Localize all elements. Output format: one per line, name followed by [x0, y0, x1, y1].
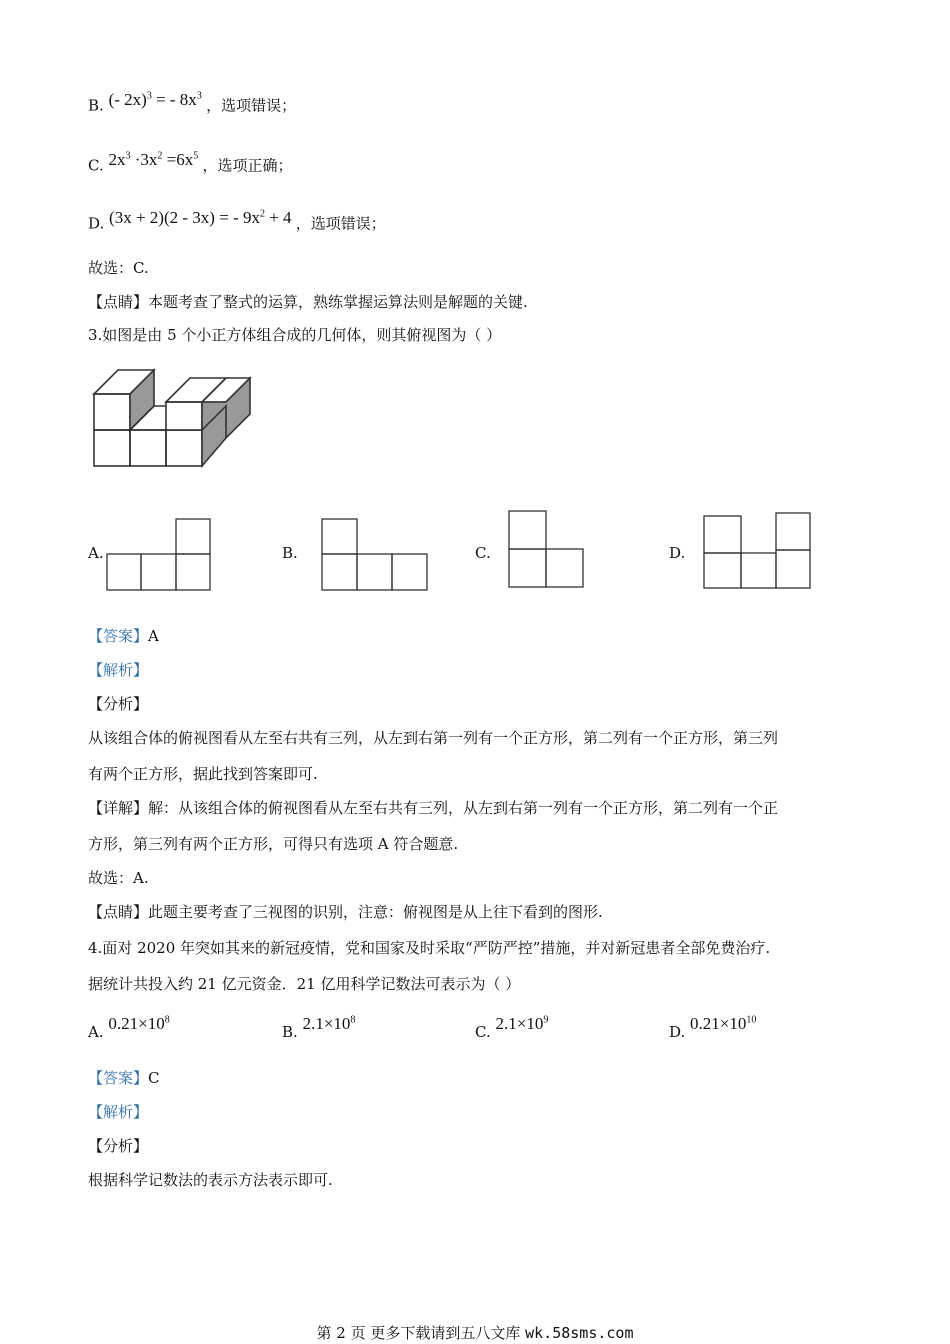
q4-stem-line1: 4.面对 2020 年突如其来的新冠疫情，党和国家及时采取“严防严控”措施，并对新冠患者全部免费治疗. [88, 939, 771, 957]
q3-option-b-label: B. [282, 544, 298, 562]
q3-detail-line1: 【详解】解：从该组合体的俯视图看从左至右共有三列，从左到右第一列有一个正方形，第二列有一个正 [88, 799, 779, 817]
q3-fenxi-line1: 从该组合体的俯视图看从左至右共有三列，从左到右第一列有一个正方形，第二列有一个正方形，第三列 [88, 729, 779, 747]
q4-stem-line2: 据统计共投入约 21 亿元资金．21 亿用科学记数法可表示为（ ） [88, 975, 521, 993]
q3-choose: 故选：A. [88, 869, 149, 887]
q3-option-d-label: D. [669, 544, 686, 562]
q4-option-b: B. $2.1\times 10^8$ [282, 1014, 356, 1041]
q2-choose: 故选：C. [88, 259, 149, 277]
q2-option-c: C. $2x^3 \cdot 3x^2 =6x^5$ ，选项正确； [88, 149, 293, 175]
math-expression: $2x^3 \cdot 3x^2 =6x^5$ [108, 149, 199, 169]
q3-comment: 【点睛】此题主要考查了三视图的识别，注意：俯视图是从上往下看到的图形. [88, 903, 603, 921]
q3-option-b-figure [321, 518, 429, 592]
page-footer: 第 2 页 更多下载请到五八文库 wk.58sms.com [316, 1324, 634, 1342]
q3-option-a-figure [106, 518, 212, 592]
q2-comment: 【点睛】本题考查了整式的运算，熟练掌握运算法则是解题的关键. [88, 293, 528, 311]
q3-analysis-tag: 【解析】 [88, 661, 149, 679]
q3-option-d-figure [703, 510, 811, 590]
q3-option-c-label: C. [475, 544, 491, 562]
q4-fenxi-tag: 【分析】 [88, 1137, 149, 1155]
q4-option-d: D. $0.21\times 10^{10}$ [669, 1014, 757, 1041]
q3-option-c-figure [508, 510, 586, 590]
q3-fenxi-line2: 有两个正方形，据此找到答案即可. [88, 765, 318, 783]
math-expression: (3x + 2)(2 - 3x) = - $9x^2 + 4$ [109, 207, 292, 227]
q2-option-b: B. (- 2x)$^3$ = - $8x^3$ ，选项错误； [88, 89, 297, 115]
q3-fenxi-tag: 【分析】 [88, 695, 149, 713]
q3-option-a-label: A. [88, 544, 104, 562]
q3-stem: 3.如图是由 5 个小正方体组合成的几何体，则其俯视图为（ ） [88, 326, 502, 344]
cube-figure [88, 364, 258, 470]
q4-analysis-tag: 【解析】 [88, 1103, 149, 1121]
math-expression: (- 2x)$^3$ = - $8x^3$ [108, 89, 202, 109]
q4-answer: 【答案】C [88, 1069, 160, 1087]
q4-option-c: C. $2.1\times 10^9$ [475, 1014, 549, 1041]
q2-option-d: D. (3x + 2)(2 - 3x) = - $9x^2 + 4$ ，选项错误； [88, 207, 386, 233]
footer-link[interactable]: wk.58sms.com [525, 1324, 634, 1342]
q4-option-a: A. $0.21\times 10^8$ [88, 1014, 170, 1041]
q3-detail-line2: 方形，第三列有两个正方形，可得只有选项 A 符合题意. [88, 835, 459, 853]
q4-fenxi-line1: 根据科学记数法的表示方法表示即可. [88, 1171, 333, 1189]
q3-answer: 【答案】A [88, 627, 159, 645]
